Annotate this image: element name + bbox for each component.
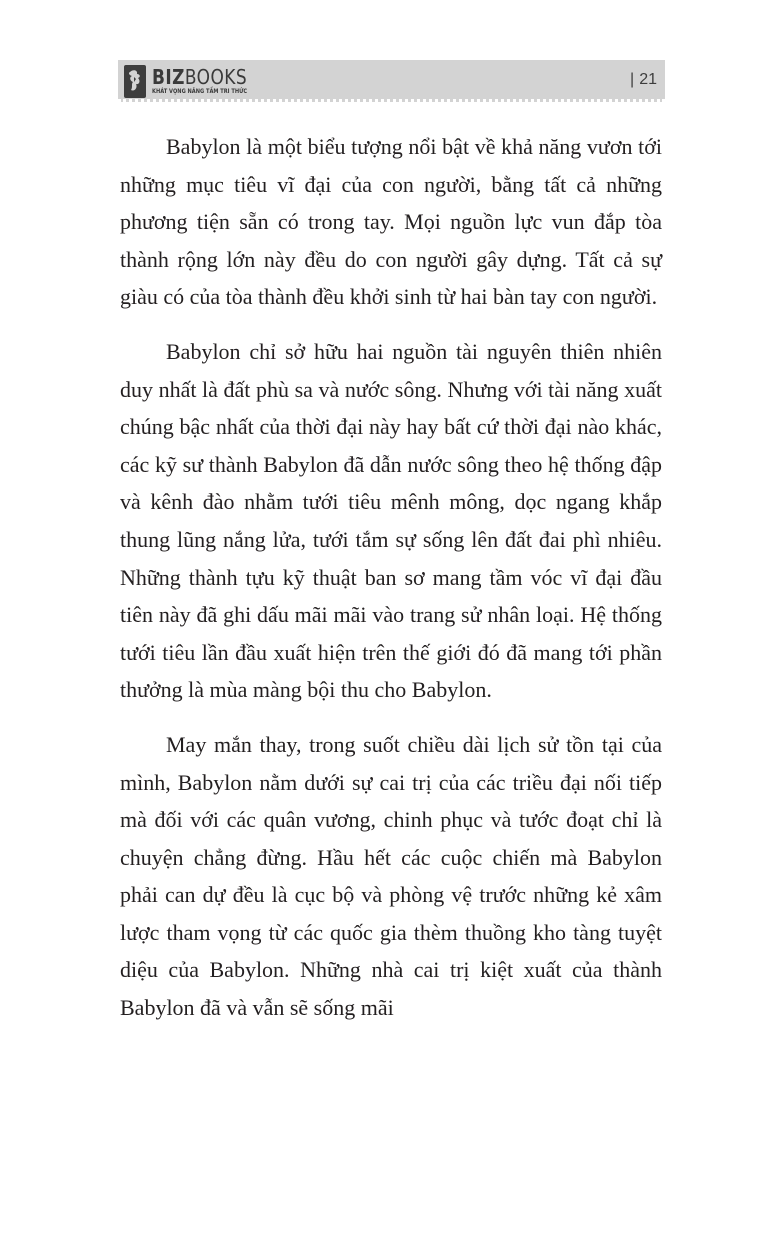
bizbooks-logo-icon: [124, 65, 146, 98]
logo-wordmark: BIZBOOKS: [152, 64, 248, 89]
logo-tagline: KHÁT VỌNG NÂNG TẦM TRI THỨC: [152, 87, 248, 95]
paragraph: Babylon chỉ sở hữu hai nguồn tài nguyên thiên nhiên duy nhất là đất phù sa và nước sông. Nhưng với tài năng xuất chúng bậc nhất của thời đại này hay bất cứ thời đại nào khác, các kỹ sư thành Babylon đã dẫn nước sông theo hệ thống đập và kênh đào nhằm tưới tiêu mênh mông, dọc ngang khắp thung lũng nắng lửa, tưới tắm sự sống lên đất đai phì nhiêu. Những thành tựu kỹ thuật ban sơ mang tầm vóc vĩ đại đầu tiên này đã ghi dấu mãi mãi vào trang sử nhân loại. Hệ thống tưới tiêu lần đầu xuất hiện trên thế giới đó đã mang tới phần thưởng là mùa màng bội thu cho Babylon.: [120, 338, 662, 703]
page-body: [120, 128, 662, 1044]
page-number-separator: |: [630, 71, 635, 88]
page-number-area: [630, 71, 657, 89]
paragraph: May mắn thay, trong suốt chiều dài lịch sử tồn tại của mình, Babylon nằm dưới sự cai trị của các triều đại nối tiếp mà đối với các quân vương, chinh phục và tước đoạt chỉ là chuyện chẳng đừng. Hầu hết các cuộc chiến mà Babylon phải can dự đều là cục bộ và phòng vệ trước những kẻ xâm lược tham vọng từ các quốc gia thèm thuồng kho tàng tuyệt diệu của Babylon. Những nhà cai trị kiệt xuất của thành Babylon đã và vẫn sẽ sống mãi: [120, 731, 662, 1021]
paragraph: Babylon là một biểu tượng nổi bật về khả năng vươn tới những mục tiêu vĩ đại của con người, bằng tất cả những phương tiện sẵn có trong tay. Mọi nguồn lực vun đắp tòa thành rộng lớn này đều do con người gây dựng. Tất cả sự giàu có của tòa thành đều khởi sinh từ hai bàn tay con người.: [120, 134, 662, 310]
publisher-logo: [124, 64, 264, 98]
page-number: 21: [639, 71, 657, 88]
running-header: [118, 60, 665, 102]
